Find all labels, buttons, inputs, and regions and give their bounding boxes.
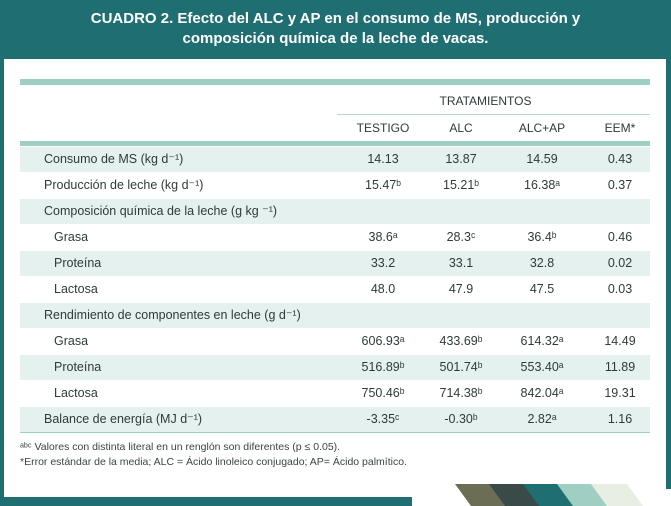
footnote-significance: ᵃᵇᶜ Valores con distinta literal en un renglón son diferentes (p ≤ 0.05). bbox=[20, 441, 341, 453]
table-cell: 14.13 bbox=[367, 152, 399, 166]
table-row bbox=[20, 329, 650, 354]
row-label: Grasa bbox=[54, 230, 89, 244]
column-header-alc-ap: ALC+AP bbox=[518, 121, 566, 135]
table-cell: 14.59 bbox=[526, 152, 558, 166]
table-cell: 606.93ᵃ bbox=[361, 334, 405, 348]
table-cell: 48.0 bbox=[370, 282, 396, 296]
table-cell: 36.4ᵇ bbox=[527, 230, 557, 244]
top-rule bbox=[20, 79, 650, 85]
row-label: Proteína bbox=[54, 360, 102, 374]
table-row bbox=[20, 355, 650, 380]
treatments-header: TRATAMIENTOS bbox=[439, 94, 532, 108]
table-cell bbox=[590, 199, 650, 224]
row-label: Lactosa bbox=[54, 386, 98, 400]
table-cell: 38.6ᵃ bbox=[368, 230, 398, 244]
table-row bbox=[20, 173, 650, 198]
table-cell bbox=[338, 303, 428, 328]
column-header-eem: EEM* bbox=[604, 121, 636, 135]
table-row bbox=[20, 303, 650, 328]
column-header-alc: ALC bbox=[449, 121, 473, 135]
table-cell: -0.30ᵇ bbox=[444, 412, 478, 426]
row-label: Lactosa bbox=[54, 282, 98, 296]
row-label: Composición química de la leche (g kg ⁻¹) bbox=[44, 204, 278, 218]
table-cell: 47.9 bbox=[448, 282, 474, 296]
table-cell: 0.46 bbox=[607, 230, 633, 244]
table-cell: 32.8 bbox=[529, 256, 555, 270]
table-cell: 28.3ᶜ bbox=[446, 230, 476, 244]
table-cell bbox=[494, 199, 590, 224]
table-cell: 33.2 bbox=[370, 256, 396, 270]
table-cell bbox=[590, 303, 650, 328]
table-row bbox=[20, 199, 650, 224]
table-cell: 0.43 bbox=[607, 152, 633, 166]
table-row bbox=[20, 407, 650, 432]
table-cell bbox=[338, 199, 428, 224]
decorative-stripes bbox=[455, 484, 655, 506]
table-cell: -3.35ᶜ bbox=[366, 412, 400, 426]
row-label: Consumo de MS (kg d⁻¹) bbox=[44, 152, 184, 166]
table-row bbox=[20, 147, 650, 172]
table-cell bbox=[494, 303, 590, 328]
table-panel bbox=[4, 59, 666, 497]
row-label: Grasa bbox=[54, 334, 89, 348]
table-cell: 15.21ᵇ bbox=[443, 178, 479, 192]
table-cell: 516.89ᵇ bbox=[361, 360, 405, 374]
table-cell: 842.04ᵃ bbox=[520, 386, 564, 400]
table-row bbox=[20, 277, 650, 302]
table-cell: 15.47ᵇ bbox=[365, 178, 401, 192]
table-cell: 19.31 bbox=[604, 386, 636, 400]
treatments-underline bbox=[337, 114, 650, 115]
table-cell: 16.38ᵃ bbox=[524, 178, 560, 192]
table-cell: 47.5 bbox=[529, 282, 555, 296]
header-rule bbox=[20, 141, 650, 146]
row-label: Producción de leche (kg d⁻¹) bbox=[44, 178, 204, 192]
table-cell: 33.1 bbox=[448, 256, 474, 270]
row-label: Balance de energía (MJ d⁻¹) bbox=[44, 412, 203, 426]
table-cell: 13.87 bbox=[445, 152, 477, 166]
table-cell: 750.46ᵇ bbox=[361, 386, 405, 400]
caption-line-1: CUADRO 2. Efecto del ALC y AP en el consumo de MS, producción y bbox=[90, 10, 581, 27]
table-cell: 2.82ᵃ bbox=[527, 412, 557, 426]
table-cell: 433.69ᵇ bbox=[439, 334, 483, 348]
table-row bbox=[20, 225, 650, 250]
table-caption bbox=[0, 0, 671, 58]
table-cell: 0.03 bbox=[607, 282, 633, 296]
table-cell: 614.32ᵃ bbox=[520, 334, 564, 348]
table-cell bbox=[428, 303, 494, 328]
column-header-testigo: TESTIGO bbox=[356, 121, 410, 135]
footnote-abbreviations: *Error estándar de la media; ALC = Ácido linoleico conjugado; AP= Ácido palmítico. bbox=[20, 456, 407, 468]
table-cell: 0.02 bbox=[607, 256, 633, 270]
bottom-rule bbox=[20, 432, 650, 433]
table-cell: 714.38ᵇ bbox=[439, 386, 483, 400]
table-cell: 11.89 bbox=[604, 360, 636, 374]
row-label: Proteína bbox=[54, 256, 102, 270]
table-cell: 1.16 bbox=[607, 412, 633, 426]
table-row bbox=[20, 381, 650, 406]
table-cell bbox=[428, 199, 494, 224]
table-cell: 14.49 bbox=[604, 334, 636, 348]
table-cell: 553.40ᵃ bbox=[520, 360, 564, 374]
table-cell: 0.37 bbox=[607, 178, 633, 192]
table-cell: 501.74ᵇ bbox=[439, 360, 483, 374]
caption-line-2: composición química de la leche de vacas. bbox=[182, 30, 489, 47]
table-row bbox=[20, 251, 650, 276]
row-label: Rendimiento de componentes en leche (g d⁻¹) bbox=[44, 308, 301, 322]
